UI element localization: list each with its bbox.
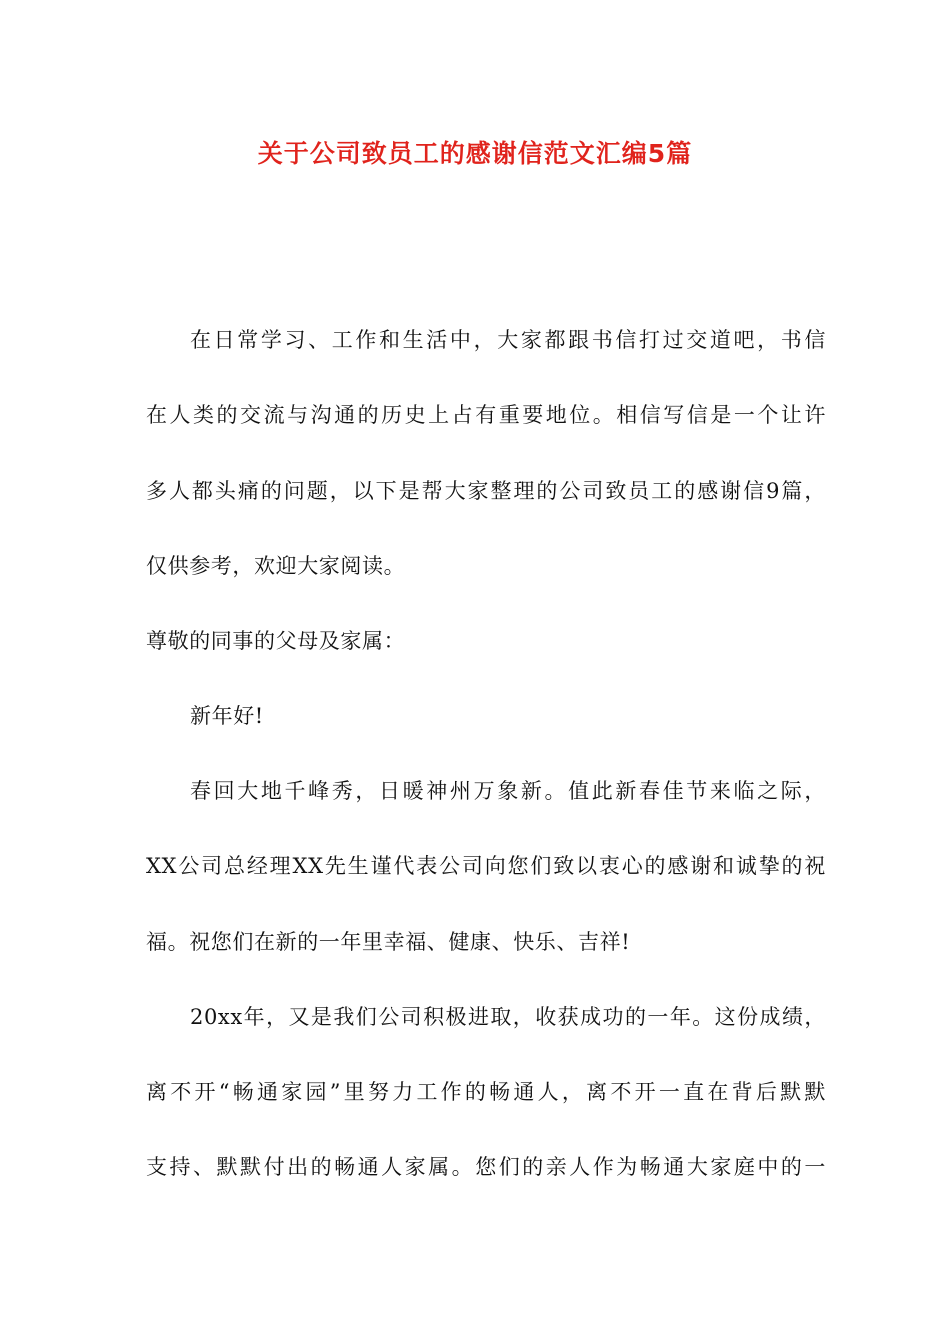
body-line-4: 仅供参考，欢迎大家阅读。	[146, 554, 406, 578]
body-line-11: 离不开“畅通家园”里努力工作的畅通人，离不开一直在背后默默	[146, 1080, 826, 1104]
body-line-7: 春回大地千峰秀，日暖神州万象新。值此新春佳节来临之际，	[190, 779, 826, 803]
greeting: 新年好!	[190, 704, 264, 728]
body-line-10: 20xx年，又是我们公司积极进取，收获成功的一年。这份成绩，	[190, 1005, 826, 1029]
body-line-9: 福。祝您们在新的一年里幸福、健康、快乐、吉祥!	[146, 930, 631, 954]
body-line-2: 在人类的交流与沟通的历史上占有重要地位。相信写信是一个让许	[146, 403, 826, 427]
salutation: 尊敬的同事的父母及家属：	[146, 629, 406, 653]
body-line-1: 在日常学习、工作和生活中，大家都跟书信打过交道吧，书信	[190, 328, 826, 352]
body-line-3: 多人都头痛的问题，以下是帮大家整理的公司致员工的感谢信9篇，	[146, 479, 826, 503]
document-title: 关于公司致员工的感谢信范文汇编5篇	[257, 139, 693, 168]
body-line-8: XX公司总经理XX先生谨代表公司向您们致以衷心的感谢和诚挚的祝	[146, 854, 826, 878]
body-line-12: 支持、默默付出的畅通人家属。您们的亲人作为畅通大家庭中的一	[146, 1155, 826, 1179]
